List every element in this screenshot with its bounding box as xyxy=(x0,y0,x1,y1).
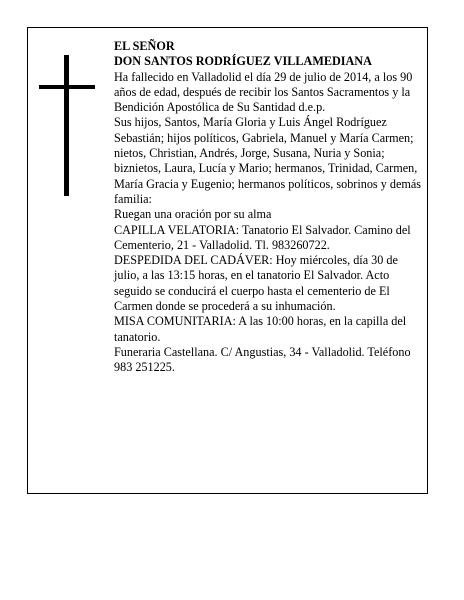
death-announcement: Ha fallecido en Valladolid el día 29 de julio de 2014, a los 90 años de edad, después de recibir los Santos Sacramentos y la Bendición Apostólica de Su Santidad d.e.p. xyxy=(114,69,413,115)
funeral-home-contact: Funeraria Castellana. C/ Angustias, 34 - Valladolid. Teléfono 983 251225. xyxy=(114,344,411,375)
deceased-name: DON SANTOS RODRÍGUEZ VILLAMEDIANA xyxy=(114,54,372,69)
farewell-details: DESPEDIDA DEL CADÁVER: Hoy miércoles, día 30 de julio, a las 13:15 horas, en el tanatorio El Salvador. Acto seguido se conducirá el cuerpo hasta el cementerio de El Carmen donde se procederá a su inhumación. xyxy=(114,253,398,314)
mass-details: MISA COMUNITARIA: A las 10:00 horas, en la capilla del tanatorio. xyxy=(114,314,407,344)
family-list: Sus hijos, Santos, María Gloria y Luis Ángel Rodríguez Sebastián; hijos políticos, Gabriela, Manuel y María Carmen; nietos, Christian, Andrés, Jorge, Susana, Nuria y Sonia; biznietos, Laura, Lucía y Mario; hermanos, Trinidad, Carmen, María Gracia y Eugenio; hermanos políticos, sobrinos y demás familia: xyxy=(114,115,421,206)
obituary-title: EL SEÑOR xyxy=(114,39,175,53)
cross-icon xyxy=(64,55,69,196)
obituary-text xyxy=(114,39,424,376)
prayer-request: Ruegan una oración por su alma xyxy=(114,207,272,222)
cross-icon-bar xyxy=(39,85,95,89)
wake-location: CAPILLA VELATORIA: Tanatorio El Salvador. Camino del Cementerio, 21 - Valladolid. Tl. 983260722. xyxy=(114,222,411,252)
